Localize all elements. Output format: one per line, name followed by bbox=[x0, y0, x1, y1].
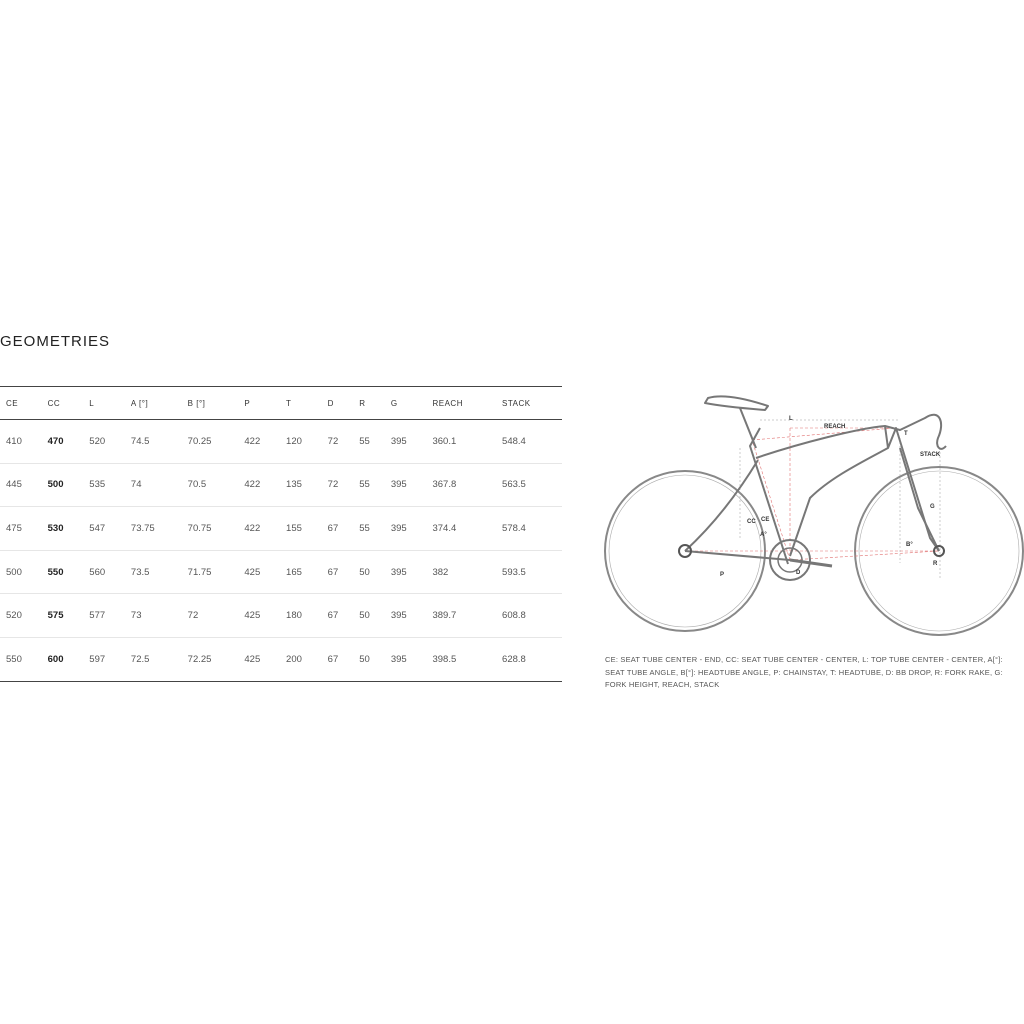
table-cell: 395 bbox=[390, 479, 407, 491]
label-ce: CE bbox=[761, 517, 770, 523]
table-cell: 520 bbox=[89, 435, 106, 447]
seatpost bbox=[740, 408, 756, 448]
table-row bbox=[0, 637, 562, 681]
label-stack: STACK bbox=[920, 452, 941, 458]
table-cell: 425 bbox=[244, 653, 261, 665]
chain-stay bbox=[685, 551, 790, 560]
table-cell: 70.5 bbox=[187, 479, 207, 491]
table-cell: 445 bbox=[6, 479, 22, 491]
table-cell: 548.4 bbox=[502, 435, 526, 447]
col-header-stack: STACK bbox=[502, 398, 531, 408]
geometry-table bbox=[0, 386, 562, 682]
table-cell: 578.4 bbox=[502, 522, 526, 534]
top-tube bbox=[756, 426, 888, 556]
table-cell: 72 bbox=[327, 435, 339, 447]
col-header-a: A [°] bbox=[130, 398, 149, 408]
table-cell: 71.75 bbox=[187, 566, 212, 578]
table-cell: 135 bbox=[286, 479, 302, 491]
col-header-l: L bbox=[89, 398, 95, 408]
table-cell: 389.7 bbox=[432, 610, 457, 622]
table-cell: 67 bbox=[327, 653, 339, 665]
table-cell: 470 bbox=[47, 435, 64, 447]
geometry-legend: CE: SEAT TUBE CENTER - END, CC: SEAT TUBE CENTER - CENTER, L: TOP TUBE CENTER - CENTER, A[°]: SEAT TUBE ANGLE, B[°]: HEADTUBE ANGLE, P: CHAINSTAY, T: HEADTUBE, D: BB DROP, R: FORK RAKE, G: FORK HEIGHT, REACH, STACK bbox=[605, 655, 1003, 689]
table-cell: 50 bbox=[359, 653, 370, 665]
table-cell: 530 bbox=[47, 522, 64, 534]
table-cell: 70.75 bbox=[187, 522, 212, 534]
seat-stay bbox=[685, 460, 758, 551]
table-cell: 72.25 bbox=[187, 653, 212, 665]
header-row bbox=[0, 387, 562, 420]
table-cell: 374.4 bbox=[432, 522, 457, 534]
table-cell: 67 bbox=[327, 610, 339, 622]
table-cell: 74 bbox=[130, 479, 142, 491]
table-cell: 382 bbox=[432, 566, 449, 578]
table-cell: 395 bbox=[390, 566, 407, 578]
table-cell: 550 bbox=[6, 653, 22, 665]
table-row bbox=[0, 507, 562, 551]
table-cell: 74.5 bbox=[130, 435, 150, 447]
col-header-d: D bbox=[327, 398, 334, 408]
label-t: T bbox=[904, 431, 908, 437]
table-cell: 425 bbox=[244, 610, 261, 622]
label-a: A° bbox=[760, 532, 767, 538]
table-cell: 55 bbox=[359, 435, 370, 447]
bike-geometry-diagram bbox=[600, 388, 1024, 648]
table-cell: 500 bbox=[47, 479, 64, 491]
table-row bbox=[0, 594, 562, 638]
table-cell: 67 bbox=[327, 566, 339, 578]
table-cell: 55 bbox=[359, 522, 370, 534]
page-title: GEOMETRIES bbox=[0, 333, 111, 350]
table-cell: 410 bbox=[6, 435, 22, 447]
table-cell: 395 bbox=[390, 522, 407, 534]
col-header-cc: CC bbox=[47, 398, 61, 408]
table-cell: 425 bbox=[244, 566, 261, 578]
table-cell: 593.5 bbox=[502, 566, 526, 578]
table-cell: 395 bbox=[390, 435, 407, 447]
table-cell: 475 bbox=[6, 522, 22, 534]
table-cell: 628.8 bbox=[502, 653, 526, 665]
table-header bbox=[0, 387, 562, 420]
table-row bbox=[0, 550, 562, 594]
table-cell: 608.8 bbox=[502, 610, 526, 622]
down-tube bbox=[888, 428, 939, 551]
table-cell: 367.8 bbox=[432, 479, 457, 491]
table-cell: 398.5 bbox=[432, 653, 457, 665]
table-cell: 535 bbox=[89, 479, 106, 491]
table-cell: 360.1 bbox=[432, 435, 457, 447]
table-cell: 395 bbox=[390, 610, 407, 622]
table-cell: 72 bbox=[187, 610, 199, 622]
table-cell: 120 bbox=[286, 435, 302, 447]
table-cell: 520 bbox=[6, 610, 22, 622]
label-d: D bbox=[796, 570, 801, 576]
col-header-b: B [°] bbox=[187, 398, 206, 408]
col-header-ce: CE bbox=[6, 398, 19, 408]
label-p: P bbox=[720, 572, 725, 578]
fork bbox=[900, 448, 939, 551]
table-cell: 50 bbox=[359, 566, 370, 578]
crank-arm bbox=[790, 560, 832, 566]
label-r: R bbox=[933, 561, 938, 567]
table-cell: 422 bbox=[244, 435, 261, 447]
table-cell: 500 bbox=[6, 566, 22, 578]
table-cell: 72.5 bbox=[130, 653, 150, 665]
table-body bbox=[0, 420, 562, 682]
label-reach: REACH bbox=[824, 424, 846, 430]
col-header-p: P bbox=[244, 398, 251, 408]
table-cell: 67 bbox=[327, 522, 339, 534]
col-header-reach: REACH bbox=[432, 398, 463, 408]
table-cell: 73.5 bbox=[130, 566, 150, 578]
col-header-t: T bbox=[286, 398, 292, 408]
label-cc: CC bbox=[747, 519, 756, 525]
col-header-g: G bbox=[390, 398, 398, 408]
table-cell: 422 bbox=[244, 479, 261, 491]
table-cell: 563.5 bbox=[502, 479, 526, 491]
table-cell: 395 bbox=[390, 653, 407, 665]
table-cell: 180 bbox=[286, 610, 302, 622]
table-cell: 70.25 bbox=[187, 435, 212, 447]
table-cell: 73.75 bbox=[130, 522, 155, 534]
table-row bbox=[0, 420, 562, 464]
table-cell: 200 bbox=[286, 653, 302, 665]
table-cell: 597 bbox=[89, 653, 106, 665]
label-g: G bbox=[930, 504, 935, 510]
table-cell: 165 bbox=[286, 566, 302, 578]
table-cell: 600 bbox=[47, 653, 64, 665]
table-cell: 577 bbox=[89, 610, 106, 622]
table-cell: 560 bbox=[89, 566, 106, 578]
table-cell: 72 bbox=[327, 479, 339, 491]
label-b: B° bbox=[906, 542, 913, 548]
seat-tube bbox=[750, 428, 788, 564]
table-cell: 550 bbox=[47, 566, 64, 578]
table-cell: 55 bbox=[359, 479, 370, 491]
saddle bbox=[705, 396, 768, 410]
table-cell: 155 bbox=[286, 522, 302, 534]
table-cell: 73 bbox=[130, 610, 142, 622]
table-cell: 575 bbox=[47, 610, 64, 622]
col-header-r: R bbox=[359, 398, 366, 408]
label-l: L bbox=[789, 416, 793, 422]
table-row bbox=[0, 463, 562, 507]
table-cell: 547 bbox=[89, 522, 106, 534]
table-cell: 422 bbox=[244, 522, 261, 534]
table-cell: 50 bbox=[359, 610, 370, 622]
